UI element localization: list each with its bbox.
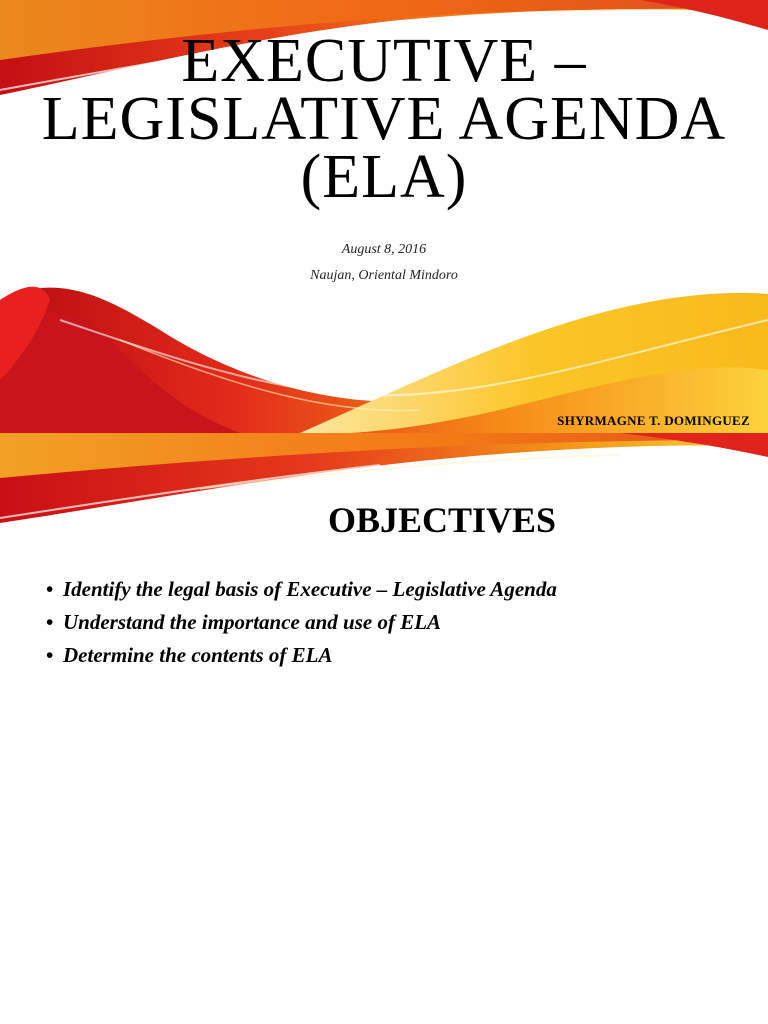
date-text: August 8, 2016 [341,242,427,257]
title-slide [0,0,768,433]
presenter-name: SHYRMAGNE T. DOMINGUEZ [557,413,750,428]
objectives-slide [0,433,768,1024]
slide-title [0,27,768,211]
title-line-1: EXECUTIVE – [181,27,587,95]
title-line-2: LEGISLATIVE AGENDA [41,85,727,153]
list-item: • Determine the contents of ELA [46,639,557,672]
title-line-3: (ELA) [300,143,468,211]
list-item: • Understand the importance and use of ELA [46,606,557,639]
location-text: Naujan, Oriental Mindoro [310,268,458,283]
objectives-list [46,573,557,672]
list-item: • Identify the legal basis of Executive – Legislative Agenda [46,573,557,606]
objectives-heading: OBJECTIVES [328,500,557,540]
